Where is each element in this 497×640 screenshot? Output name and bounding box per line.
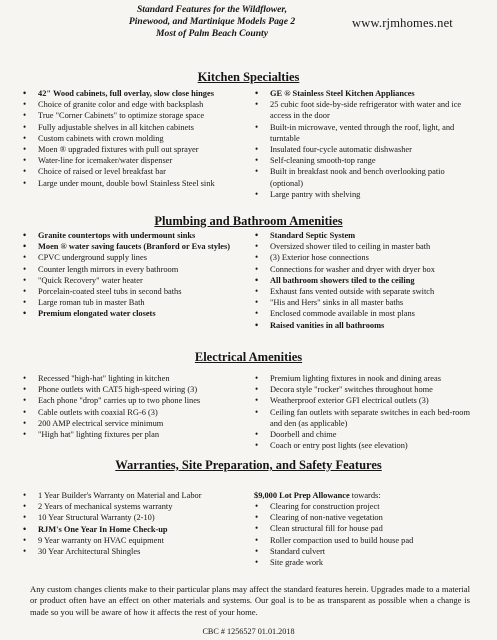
list-item: • Built in breakfast nook and bench overlooking patio (optional)	[254, 166, 476, 188]
list-item: • Premium elongated water closets	[22, 308, 248, 319]
kitchen-right-list	[254, 88, 476, 200]
list-item: • Large under mount, double bowl Stainless Steel sink	[22, 178, 260, 189]
list-item: • 1 Year Builder's Warranty on Material and Labor	[22, 490, 248, 501]
list-item: • Oversized shower tiled to ceiling in master bath	[254, 241, 476, 252]
list-item: • Clearing for construction project	[254, 501, 476, 512]
list-item: • Connections for washer and dryer with dryer box	[254, 264, 476, 275]
kitchen-section-title: Kitchen Specialties	[197, 70, 300, 84]
list-item: • Standard Septic System	[254, 230, 476, 241]
list-item: • Insulated four-cycle automatic dishwasher	[254, 144, 476, 155]
list-item: • "Quick Recovery" water heater	[22, 275, 248, 286]
list-item: • GE ® Stainless Steel Kitchen Appliances	[254, 88, 476, 99]
list-item: • Large pantry with shelving	[254, 189, 476, 200]
list-item: • Coach or entry post lights (see elevation)	[254, 440, 476, 451]
list-item: • Moen ® upgraded fixtures with pull out sprayer	[22, 144, 260, 155]
list-item: • Cable outlets with coaxial RG-6 (3)	[22, 407, 248, 418]
list-item: • Granite countertops with undermount sinks	[22, 230, 248, 241]
list-item: • 200 AMP electrical service minimum	[22, 418, 248, 429]
list-item: • Premium lighting fixtures in nook and dining areas	[254, 373, 476, 384]
warranties-left-list	[22, 490, 248, 557]
list-item: • Decora style "rocker" switches throughout home	[254, 384, 476, 395]
list-item: • True "Corner Cabinets" to optimize storage space	[22, 110, 260, 121]
lot-prep-items	[254, 501, 476, 568]
title-line-1: Standard Features for the Wildflower,	[136, 4, 288, 15]
list-item: • Roller compaction used to build house pad	[254, 535, 476, 546]
list-item: • Doorbell and chime	[254, 429, 476, 440]
list-item: • 25 cubic foot side-by-side refrigerator with water and ice access in the door	[254, 99, 476, 121]
warranties-right-list	[254, 490, 476, 501]
list-item: • Each phone "drop" carries up to two phone lines	[22, 395, 248, 406]
plumbing-right-list	[254, 230, 476, 331]
warranties-section-title: Warranties, Site Preparation, and Safety Features	[115, 458, 382, 472]
list-item: • Phone outlets with CAT5 high-speed wiring (3)	[22, 384, 248, 395]
list-item: • Raised vanities in all bathrooms	[254, 320, 476, 331]
list-item: • 10 Year Structural Warranty (2-10)	[22, 512, 248, 523]
list-item: • Exhaust fans vented outside with separate switch	[254, 286, 476, 297]
document-title	[112, 4, 312, 40]
title-line-2: Pinewood, and Martinique Models Page 2	[128, 16, 296, 27]
list-item: • Clearing of non-native vegetation	[254, 512, 476, 523]
title-line-3: Most of Palm Beach County	[156, 28, 268, 39]
list-item: • Large roman tub in master Bath	[22, 297, 248, 308]
list-item: • Choice of raised or level breakfast bar	[22, 166, 260, 177]
lot-prep-amount: $9,000 Lot Prep Allowance	[254, 491, 350, 500]
list-item: • Built-in microwave, vented through the roof, light, and turntable	[254, 122, 476, 144]
list-item: • Recessed "high-hat" lighting in kitchen	[22, 373, 248, 384]
kitchen-left-list	[22, 88, 260, 189]
lot-prep-rest: towards:	[349, 491, 381, 500]
lot-prep-heading	[254, 490, 476, 501]
list-item: • Moen ® water saving faucets (Branford or Eva styles)	[22, 241, 248, 252]
list-item: • Self-cleaning smooth-top range	[254, 155, 476, 166]
list-item: • Weatherproof exterior GFI electrical outlets (3)	[254, 395, 476, 406]
disclaimer-paragraph: Any custom changes clients make to their particular plans may affect the standard features herein. Upgrades made to a material or product often have an effect on other materials and systems. Our goal is to be as transparent as possible when a change is made so you will be aware of how it affects the rest of your home.	[30, 584, 470, 617]
list-item: • 30 Year Architectural Shingles	[22, 546, 248, 557]
list-item: • All bathroom showers tiled to the ceiling	[254, 275, 476, 286]
list-item: • Water-line for icemaker/water dispenser	[22, 155, 260, 166]
list-item: • Porcelain-coated steel tubs in second baths	[22, 286, 248, 297]
list-item: • 42" Wood cabinets, full overlay, slow close hinges	[22, 88, 260, 99]
list-item: • (3) Exterior hose connections	[254, 252, 476, 263]
list-item: • 2 Years of mechanical systems warranty	[22, 501, 248, 512]
list-item: • RJM's One Year In Home Check-up	[22, 524, 248, 535]
list-item: • "High hat" lighting fixtures per plan	[22, 429, 248, 440]
list-item: • Standard culvert	[254, 546, 476, 557]
list-item: • Choice of granite color and edge with backsplash	[22, 99, 260, 110]
list-item: • 9 Year warranty on HVAC equipment	[22, 535, 248, 546]
list-item: • Fully adjustable shelves in all kitchen cabinets	[22, 122, 260, 133]
list-item: • Ceiling fan outlets with separate switches in each bed-room and den (as applicable)	[254, 407, 476, 429]
plumbing-left-list	[22, 230, 248, 320]
list-item: • Clean structural fill for house pad	[254, 523, 476, 534]
electrical-left-list	[22, 373, 248, 440]
list-item: • CPVC underground supply lines	[22, 252, 248, 263]
list-item: • Counter length mirrors in every bathroom	[22, 264, 248, 275]
list-item: • Enclosed commode available in most plans	[254, 308, 476, 319]
list-item: • "His and Hers" sinks in all master baths	[254, 297, 476, 308]
plumbing-section-title: Plumbing and Bathroom Amenities	[154, 214, 343, 228]
list-item: • Custom cabinets with crown molding	[22, 133, 260, 144]
list-item: • Site grade work	[254, 557, 476, 568]
electrical-right-list	[254, 373, 476, 451]
website-url: www.rjmhomes.net	[352, 16, 453, 30]
license-code: CBC # 1256527 01.01.2018	[202, 627, 295, 636]
electrical-section-title: Electrical Amenities	[194, 350, 303, 364]
